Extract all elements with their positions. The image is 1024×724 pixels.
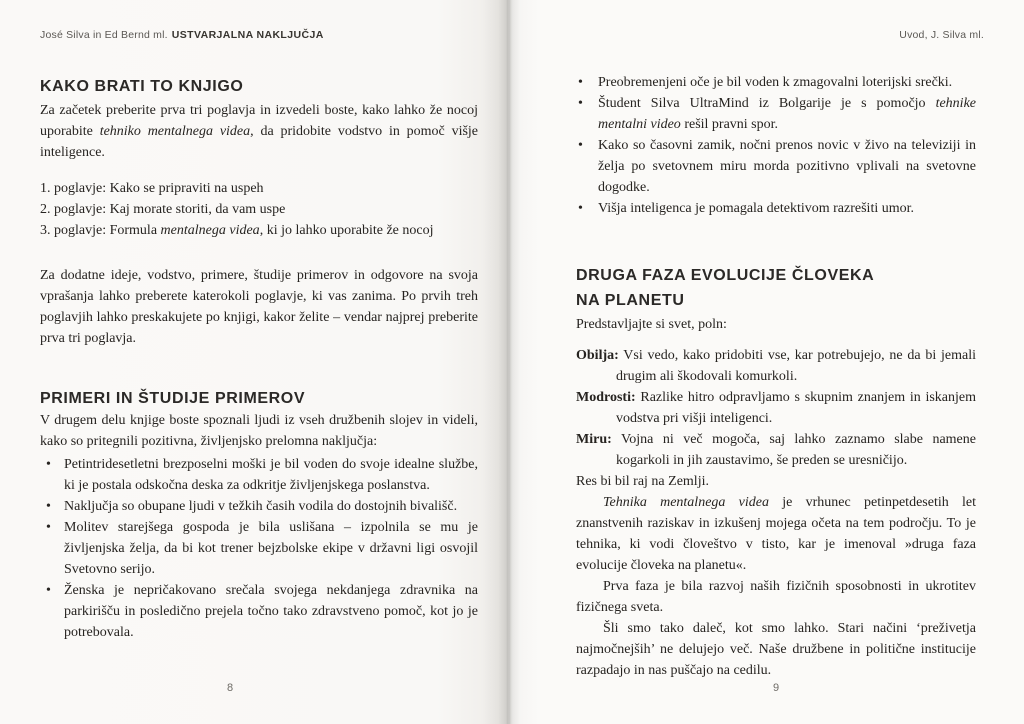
intro-bullet-list [576, 72, 976, 219]
definition-item: Obilja: Vsi vedo, kako pridobiti vse, kar potrebujejo, ne da bi jemali drugim ali škodovali komurkoli. [576, 348, 976, 384]
bullet-item: • Ženska je nepričakovano srečala svojega nekdanjega zdravnika na parkirišču in posledično prejela točno tako zdravstveno pomoč, kot jo je potrebovala. [40, 580, 478, 643]
section-heading-how-to-read: KAKO BRATI TO KNJIGO [40, 78, 244, 95]
how-to-read-more-info: Za dodatne ideje, vodstvo, primere, študije primerov in odgovore na svoja vprašanja lahko preberete katerokoli poglavje, ki vas zanima. Po prvih treh poglavjih lahko preskakujete po knjigi, kakor želite – vendar najprej preberite prva tri poglavja. [40, 268, 478, 346]
right-page [508, 0, 1024, 724]
running-header-right: Uvod, J. Silva ml. [899, 29, 984, 41]
bullet-item: • Študent Silva UltraMind iz Bolgarije je s pomočjo tehnike mentalni video rešil pravni spor. [576, 93, 976, 135]
definition-item: Modrosti: Razlike hitro odpravljamo s skupnim znanjem in iskanjem vodstva pri višji inteligenci. [576, 390, 976, 426]
bullet-item: • Preobremenjeni oče je bil voden k zmagovalni loterijski srečki. [576, 72, 976, 93]
definition-item: Miru: Vojna ni več mogoča, saj lahko zaznamo slabe namene kogarkoli in jih zaustavimo, še preden se uresničijo. [576, 432, 976, 468]
chapter-list [40, 178, 478, 241]
imagine-intro: Predstavljajte si svet, poln: [576, 317, 727, 332]
running-header-left [40, 29, 324, 41]
paradise-line: Res bi bil raj na Zemlji. [576, 474, 709, 489]
body-paragraph: Šli smo tako daleč, kot smo lahko. Stari načini ‘preživetja najmočnejših’ ne delujejo več. Naše družbene in politične institucije razpadajo in nas puščajo na cedilu. [576, 621, 976, 678]
chapter-list-item: 3. poglavje: Formula mentalnega videa, ki jo lahko uporabite že nocoj [40, 223, 434, 238]
page-number-right: 9 [772, 682, 780, 694]
right-text-column [576, 72, 976, 681]
examples-bullet-list [40, 454, 478, 643]
bullet-item: • Petintridesetletni brezposelni moški je bil voden do svoje idealne službe, ki je postala odskočna deska za odkritje življenjskega poslanstva. [40, 454, 478, 496]
heading-line: DRUGA FAZA EVOLUCIJE ČLOVEKA [576, 267, 875, 284]
section-heading-second-phase [576, 263, 976, 313]
bullet-item: • Molitev starejšega gospoda je bila uslišana – izpolnila se mu je življenjska želja, da bi kot trener bejzbolske ekipe v državni ligi osvojil Svetovno serijo. [40, 517, 478, 580]
heading-line: NA PLANETU [576, 292, 685, 309]
bullet-item: • Kako so časovni zamik, nočni prenos novic v živo na televiziji in želja po svetovnem miru morda pozitivno vplivali na svetovne dogodke. [576, 135, 976, 198]
world-definitions [576, 345, 976, 471]
bullet-item: • Naključja so obupane ljudi v težkih časih vodila do dostojnih bivališč. [40, 496, 478, 517]
examples-intro: V drugem delu knjige boste spoznali ljudi iz vseh družbenih slojev in videli, kako so pritegnili pozitivna, življenjsko prelomna naključja: [40, 413, 478, 449]
page-number-left: 8 [226, 682, 234, 694]
running-header-author: José Silva in Ed Bernd ml. [40, 29, 168, 41]
chapter-list-item: 1. poglavje: Kako se pripraviti na uspeh [40, 181, 264, 196]
how-to-read-intro: Za začetek preberite prva tri poglavja in izvedeli boste, kako lahko že nocoj uporabite tehniko mentalnega videa, da pridobite vodstvo in pomoč višje inteligence. [40, 103, 479, 160]
left-text-column [40, 76, 478, 643]
bullet-item: • Višja inteligenca je pomagala detektivom razrešiti umor. [576, 198, 976, 219]
body-paragraph: Tehnika mentalnega videa je vrhunec petinpetdesetih let znanstvenih raziskav in izkušenj mojega očeta na tem področju. To je tehnika, ki vodi človeštvo v tisto, kar je imenoval »druga faza evolucije človeka na planetu«. [576, 495, 976, 573]
chapter-list-item: 2. poglavje: Kaj morate storiti, da vam uspe [40, 202, 286, 217]
running-header-book-title: USTVARJALNA NAKLJUČJA [171, 29, 324, 41]
body-paragraph: Prva faza je bila razvoj naših fizičnih sposobnosti in ukrotitev fizičnega sveta. [576, 579, 976, 615]
left-page [0, 0, 508, 724]
section-heading-examples: PRIMERI IN ŠTUDIJE PRIMEROV [40, 390, 306, 407]
